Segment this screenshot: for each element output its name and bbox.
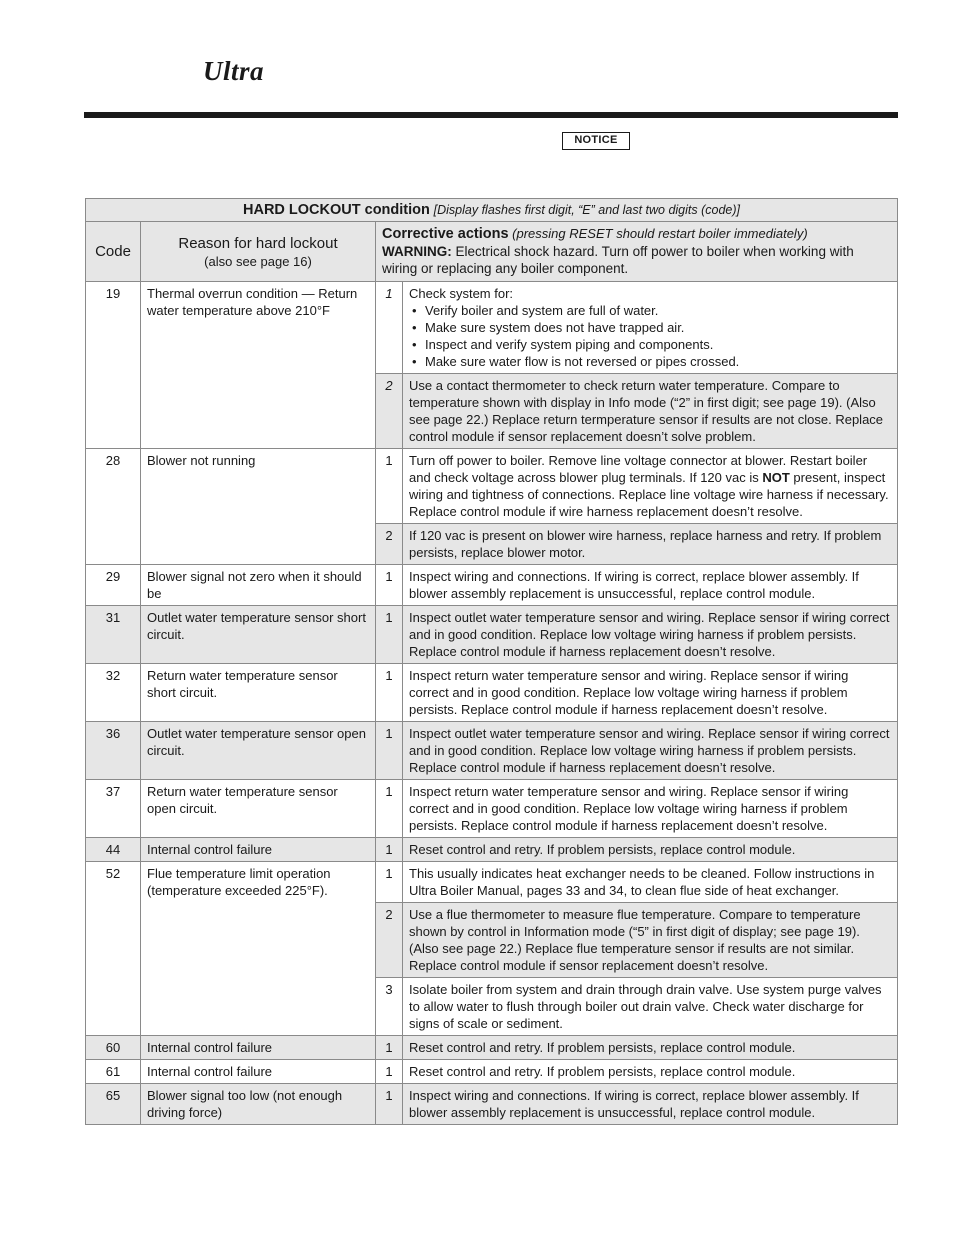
- row-code: 19: [86, 282, 141, 449]
- step-number: 2: [376, 903, 403, 978]
- step-number: 1: [376, 1036, 403, 1060]
- table-row: [86, 838, 898, 862]
- step-number: 1: [376, 449, 403, 524]
- step-action: Reset control and retry. If problem persists, replace control module.: [403, 1036, 898, 1060]
- step-number: 1: [376, 282, 403, 374]
- step-action: Use a contact thermometer to check return water temperature. Compare to temperature shown with display in Info mode (“2” in first digit; see page 19). (Also see page 22.) Replace return termperature sensor if results are not close. Replace control module if sensor replacement doesn’t solve problem.: [403, 374, 898, 449]
- table-row: [86, 1084, 898, 1125]
- column-header-code: Code: [86, 222, 141, 282]
- notice-label: NOTICE: [562, 132, 630, 150]
- step-number: 1: [376, 862, 403, 903]
- step-action: Use a flue thermometer to measure flue temperature. Compare to temperature shown by control in Information mode (“5” in first digit of display; see page 19). (Also see page 22.) Replace flue temperature sensor if results are not similar. Replace control module if sensor replacement doesn’t resolve.: [403, 903, 898, 978]
- row-reason: Internal control failure: [141, 1060, 376, 1084]
- step-number: 1: [376, 1060, 403, 1084]
- step-action: Inspect wiring and connections. If wiring is correct, replace blower assembly. If blower assembly replacement is unsuccessful, replace control module.: [403, 1084, 898, 1125]
- table-row: [86, 780, 898, 838]
- step-action: If 120 vac is present on blower wire harness, replace harness and retry. If problem persists, replace blower motor.: [403, 524, 898, 565]
- step-action-intro: Check system for:: [409, 286, 514, 301]
- row-reason: Blower not running: [141, 449, 376, 565]
- ultra-logo: Ultra: [203, 56, 265, 86]
- row-code: 28: [86, 449, 141, 565]
- row-code: 52: [86, 862, 141, 1036]
- row-code: 36: [86, 722, 141, 780]
- column-header-actions: [376, 222, 898, 282]
- step-action-text: present, inspect wiring and tightness of connections. Replace line voltage wire harness if necessary. Replace control module if wire harness replacement doesn’t resolve.: [409, 470, 889, 519]
- step-number: 1: [376, 780, 403, 838]
- step-number: 1: [376, 565, 403, 606]
- step-number: 1: [376, 606, 403, 664]
- warning-body: Electrical shock hazard. Turn off power to boiler when working with wiring or replacing any boiler component.: [382, 244, 854, 276]
- table-row: [86, 449, 898, 524]
- row-reason: Flue temperature limit operation (temperature exceeded 225°F).: [141, 862, 376, 1036]
- table-row: [86, 1060, 898, 1084]
- list-item: • Make sure water flow is not reversed or pipes crossed.: [425, 353, 891, 370]
- list-item: • Verify boiler and system are full of water.: [425, 302, 891, 319]
- step-action: [403, 449, 898, 524]
- table-row: [86, 606, 898, 664]
- column-header-reason-main: Reason for hard lockout: [178, 234, 338, 252]
- row-code: 37: [86, 780, 141, 838]
- check-list: [409, 302, 891, 370]
- column-header-reason-sub: (also see page 16): [204, 253, 312, 269]
- table-row: [86, 1036, 898, 1060]
- step-action: Inspect outlet water temperature sensor and wiring. Replace sensor if wiring correct and in good condition. Replace low voltage wiring harness if problem persists. Replace control module if harness replacement doesn’t resolve.: [403, 606, 898, 664]
- list-item: • Make sure system does not have trapped air.: [425, 319, 891, 336]
- table-row: [86, 722, 898, 780]
- step-number: 1: [376, 1084, 403, 1125]
- row-reason: Return water temperature sensor short circuit.: [141, 664, 376, 722]
- step-action: Inspect wiring and connections. If wiring is correct, replace blower assembly. If blower assembly replacement is unsuccessful, replace control module.: [403, 565, 898, 606]
- table-row: [86, 862, 898, 903]
- warning-text: [382, 244, 854, 276]
- column-header-reason: [141, 222, 376, 282]
- row-code: 32: [86, 664, 141, 722]
- row-reason: Blower signal not zero when it should be: [141, 565, 376, 606]
- step-action: Reset control and retry. If problem persists, replace control module.: [403, 838, 898, 862]
- step-action: Inspect return water temperature sensor and wiring. Replace sensor if wiring correct and in good condition. Replace low voltage wiring harness if problem persists. Replace control module if harness replacement doesn’t resolve.: [403, 780, 898, 838]
- table-title-note: [Display flashes first digit, “E” and last two digits (code)]: [433, 203, 741, 217]
- table-title: [86, 199, 898, 222]
- step-number: 1: [376, 664, 403, 722]
- step-action-text: Turn off power to boiler. Remove line voltage connector at blower. Restart boiler and check voltage across blower plug terminals. If 120 vac is: [409, 453, 868, 485]
- row-reason: Internal control failure: [141, 1036, 376, 1060]
- row-code: 60: [86, 1036, 141, 1060]
- step-action: [403, 282, 898, 374]
- hard-lockout-table: [85, 198, 898, 1125]
- step-action: Inspect outlet water temperature sensor and wiring. Replace sensor if wiring correct and in good condition. Replace low voltage wiring harness if problem persists. Replace control module if harness replacement doesn’t resolve.: [403, 722, 898, 780]
- step-number: 1: [376, 722, 403, 780]
- column-header-actions-title: Corrective actions: [382, 226, 509, 242]
- row-code: 29: [86, 565, 141, 606]
- table-row: [86, 282, 898, 374]
- step-number: 3: [376, 978, 403, 1036]
- row-reason: Return water temperature sensor open circuit.: [141, 780, 376, 838]
- step-action: Isolate boiler from system and drain through drain valve. Use system purge valves to allow water to flush through boiler out drain valve. Check water discharge for signs of scale or sediment.: [403, 978, 898, 1036]
- column-header-actions-note: (pressing RESET should restart boiler immediately): [512, 226, 808, 241]
- step-action-emphasis: NOT: [762, 470, 790, 485]
- table-row: [86, 565, 898, 606]
- step-action: Reset control and retry. If problem persists, replace control module.: [403, 1060, 898, 1084]
- row-reason: Outlet water temperature sensor open circuit.: [141, 722, 376, 780]
- row-code: 61: [86, 1060, 141, 1084]
- warning-label: WARNING:: [382, 244, 452, 259]
- row-reason: Blower signal too low (not enough driving force): [141, 1084, 376, 1125]
- table-title-bold: HARD LOCKOUT condition: [243, 202, 430, 218]
- row-reason: Thermal overrun condition — Return water temperature above 210°F: [141, 282, 376, 449]
- step-number: 2: [376, 374, 403, 449]
- row-code: 65: [86, 1084, 141, 1125]
- row-code: 31: [86, 606, 141, 664]
- step-number: 2: [376, 524, 403, 565]
- step-number: 1: [376, 838, 403, 862]
- step-action: Inspect return water temperature sensor and wiring. Replace sensor if wiring correct and in good condition. Replace low voltage wiring harness if problem persists. Replace control module if harness replacement doesn’t resolve.: [403, 664, 898, 722]
- row-reason: Outlet water temperature sensor short circuit.: [141, 606, 376, 664]
- step-action: This usually indicates heat exchanger needs to be cleaned. Follow instructions in Ultra Boiler Manual, pages 33 and 34, to clean flue side of heat exchanger.: [403, 862, 898, 903]
- table-row: [86, 664, 898, 722]
- list-item: • Inspect and verify system piping and components.: [425, 336, 891, 353]
- header-rule: [84, 112, 898, 118]
- row-reason: Internal control failure: [141, 838, 376, 862]
- row-code: 44: [86, 838, 141, 862]
